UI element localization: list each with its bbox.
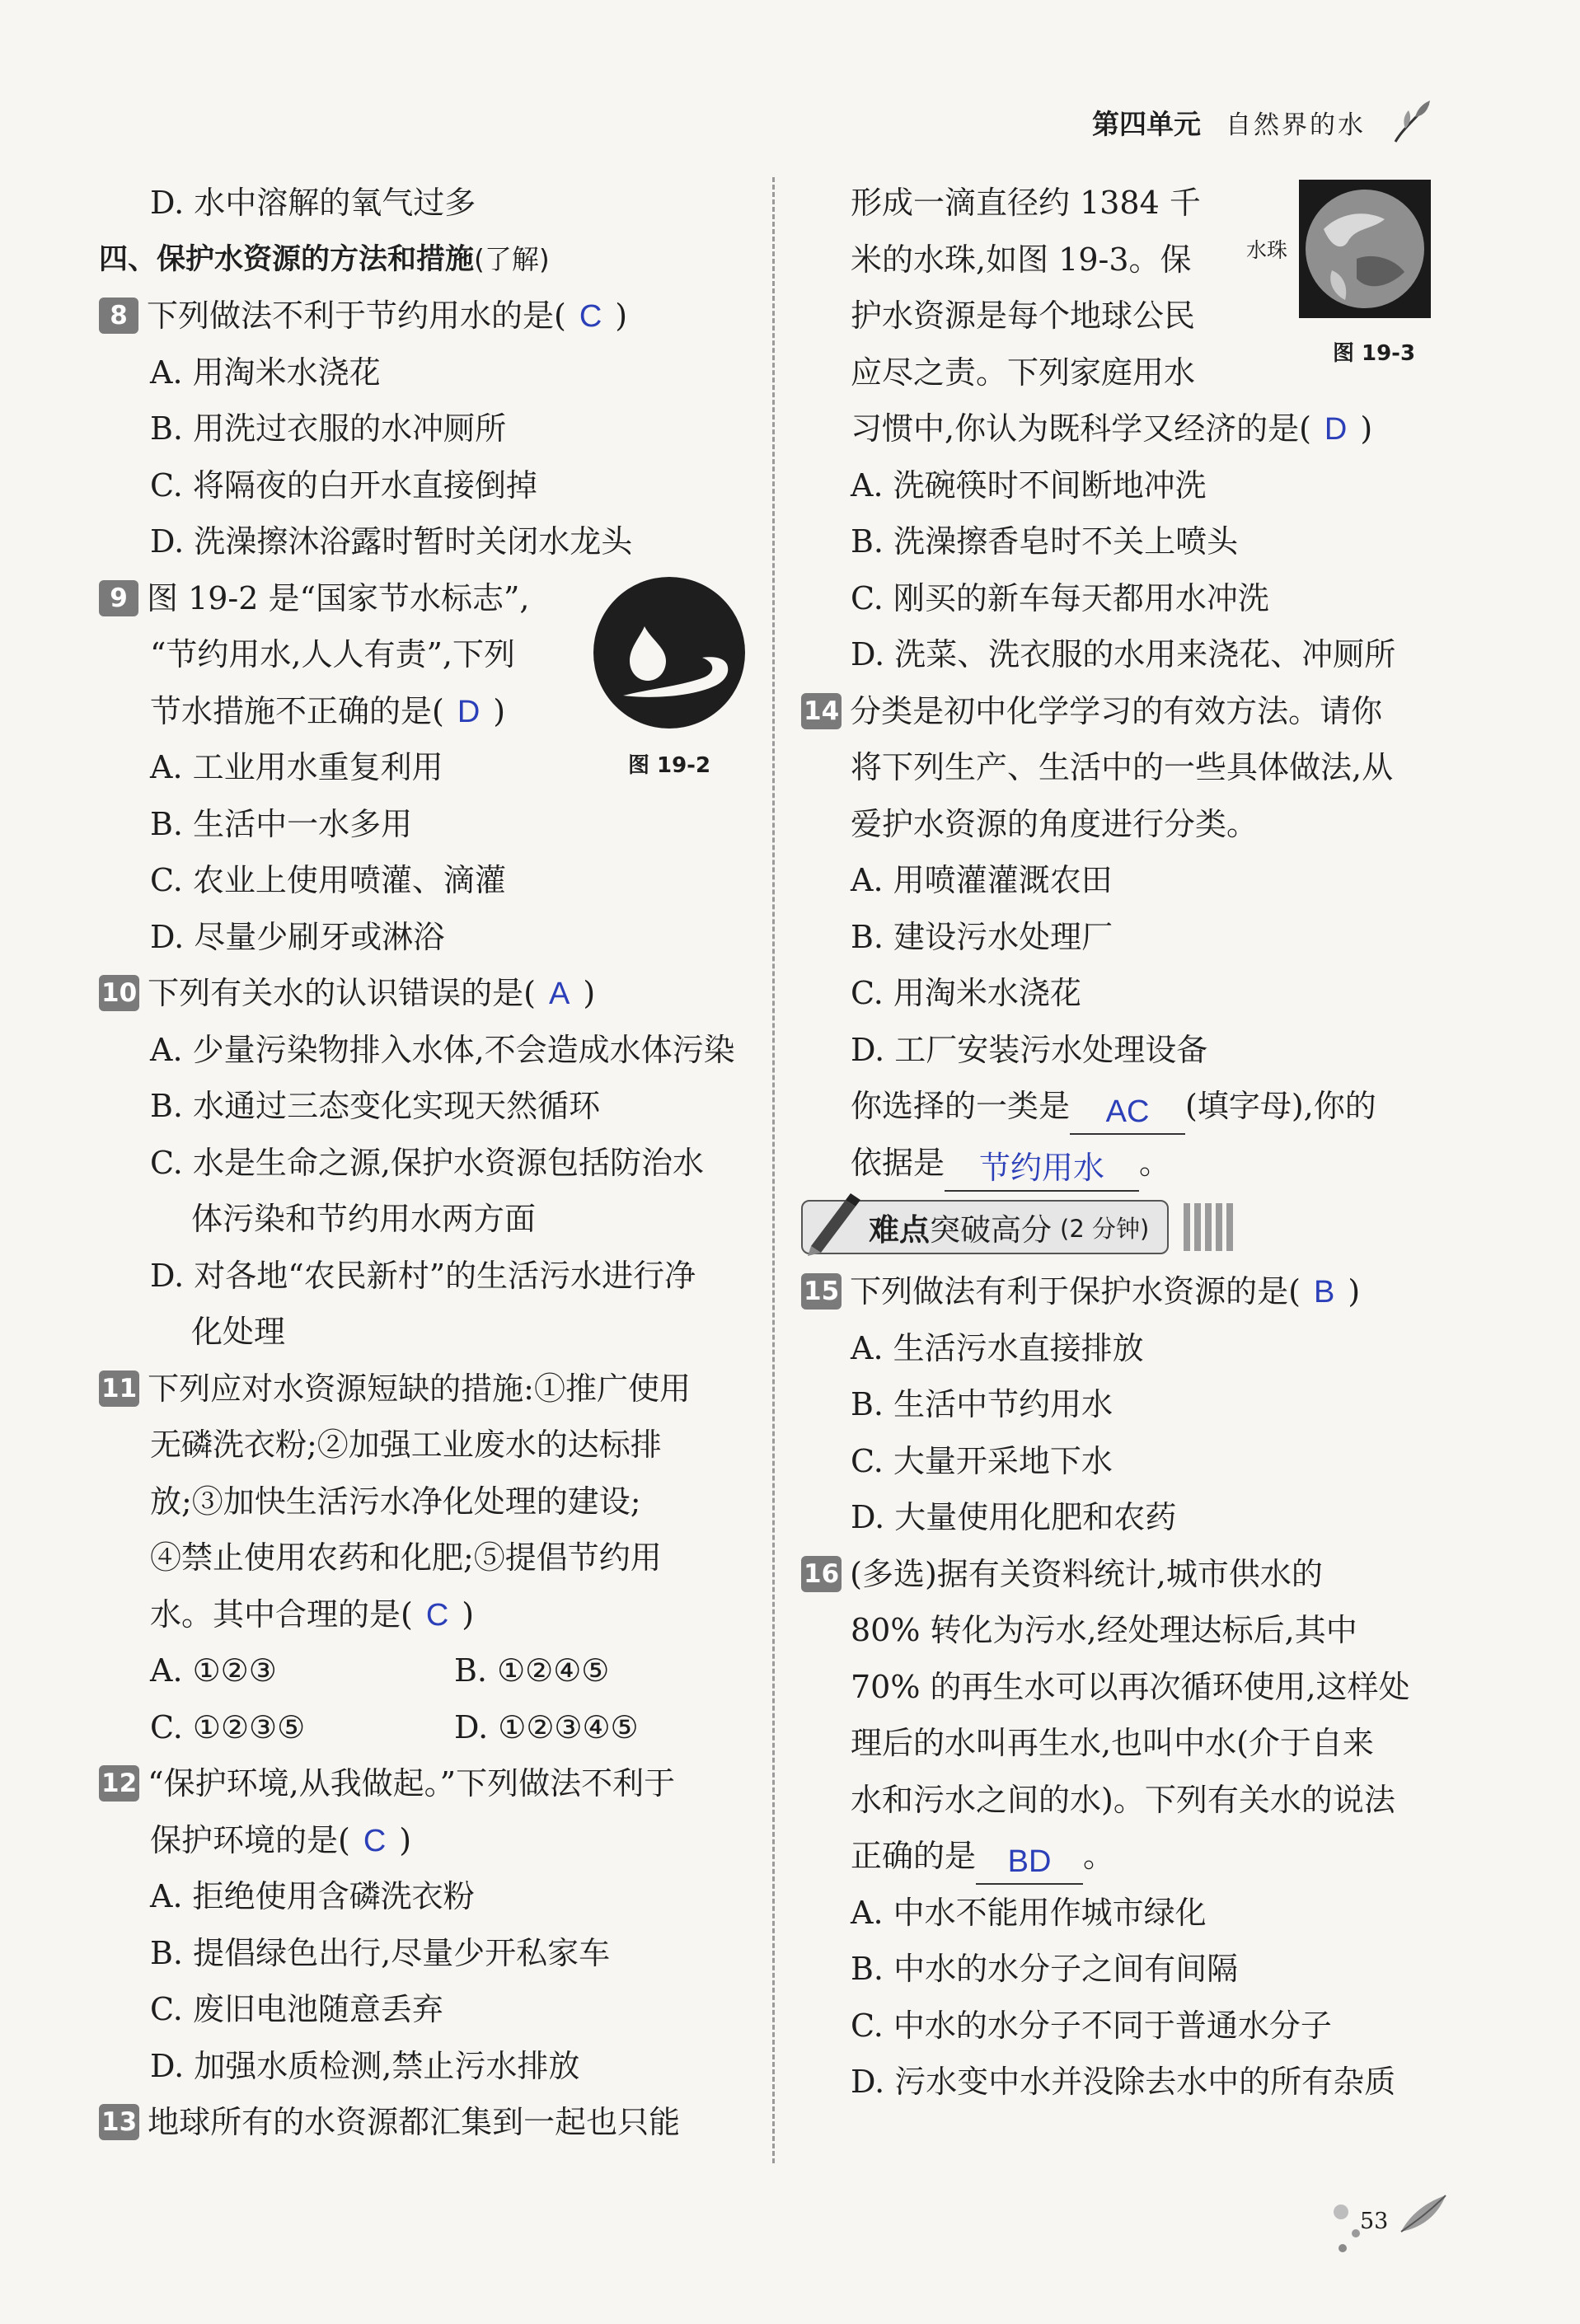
section-heading [99, 232, 758, 288]
question-text: “节约用水,人人有责”,下列 [150, 636, 516, 672]
option-row [99, 1642, 758, 1699]
banner-note: (2 分钟) [1060, 1214, 1150, 1243]
option: D. 工厂安装污水处理设备 [851, 1031, 1208, 1068]
option: B. ①②④⑤ [454, 1652, 610, 1689]
figure-water-drop-label: 水珠 [1246, 238, 1288, 262]
question-text-end [99, 1586, 758, 1643]
banner-text: 突破高分 [930, 1212, 1052, 1248]
question-number-badge: 12 [99, 1765, 139, 1802]
right-column [801, 175, 1452, 2111]
q15-stem [801, 1263, 1452, 1320]
q13-stem [99, 2094, 758, 2151]
question-text: 70% 的再生水可以再次循环使用,这样处 [851, 1668, 1410, 1705]
answer-blank [976, 1839, 1083, 1885]
option: C. 用淘米水浇花 [851, 975, 1081, 1011]
option: A. 洗碗筷时不间断地冲洗 [851, 466, 1207, 504]
question-text: 爱护水资源的角度进行分类。 [851, 805, 1259, 842]
question-text: 米的水珠,如图 19-3。保 [851, 241, 1192, 278]
option: D. 加强水质检测,禁止污水排放 [150, 2047, 580, 2084]
handwritten-answer: AC [1105, 1094, 1150, 1129]
question-number-badge: 8 [99, 298, 138, 334]
handwritten-answer: C [363, 1823, 387, 1858]
figure-caption: 图 19-2 [627, 753, 711, 778]
option: A. 中水不能用作城市绿化 [851, 1894, 1207, 1931]
option: B. 建设污水处理厂 [851, 918, 1114, 955]
question-text: 水。其中合理的是( [150, 1595, 413, 1633]
banner-stripes [1184, 1203, 1233, 1251]
q14-stem [801, 683, 1452, 740]
option: D. 对各地“农民新村”的生活污水进行净 [150, 1257, 696, 1294]
question-text: 依据是 [851, 1144, 945, 1181]
handwritten-answer: 节约用水 [979, 1150, 1105, 1186]
question-text: 护水资源是每个地球公民 [851, 298, 1196, 334]
question-text: 应尽之责。下列家庭用水 [851, 354, 1196, 391]
option: B. 提倡绿色出行,尽量少开私家车 [150, 1934, 611, 1971]
question-number-badge: 9 [99, 580, 138, 616]
unit-title: 自然界的水 [1226, 110, 1366, 140]
paren-close: ) [583, 975, 596, 1011]
q12-stem [99, 1755, 758, 1812]
option: B. 水通过三态变化实现天然循环 [150, 1088, 601, 1124]
handwritten-answer: C [425, 1597, 449, 1633]
section-note: (了解) [474, 242, 550, 275]
section-title: 四、保护水资源的方法和措施 [99, 242, 475, 276]
question-text-end [801, 401, 1452, 457]
handwritten-answer: D [1324, 412, 1348, 447]
fill-blank-line [801, 1135, 1452, 1192]
question-number-badge: 15 [801, 1273, 842, 1310]
option-continuation: 体污染和节约用水两方面 [191, 1201, 537, 1237]
option: C. 大量开采地下水 [851, 1442, 1113, 1479]
answer-blank [945, 1146, 1139, 1192]
question-text: 放;③加快生活污水净化处理的建设; [150, 1483, 641, 1520]
handwritten-answer: B [1313, 1275, 1335, 1310]
question-number-badge: 11 [99, 1371, 139, 1407]
paren-close: ) [462, 1595, 475, 1633]
question-text: 下列应对水资源短缺的措施:①推广使用 [148, 1370, 691, 1407]
question-text-end [99, 1812, 758, 1869]
option: D. 尽量少刷牙或淋浴 [150, 918, 445, 955]
paren-close: ) [399, 1821, 412, 1858]
question-text: 下列做法有利于保护水资源的是( [850, 1273, 1301, 1310]
option: C. 刚买的新车每天都用水冲洗 [851, 579, 1269, 616]
option: B. 生活中一水多用 [150, 805, 413, 842]
paren-close: ) [615, 298, 628, 334]
leaf-decoration-icon [1393, 2190, 1451, 2240]
option: D. 洗菜、洗衣服的水用来浇花、冲厕所 [851, 636, 1396, 672]
question-text: 节水措施不正确的是( [150, 692, 444, 729]
option: C. ①②③⑤ [150, 1708, 306, 1745]
question-text: 80% 转化为污水,经处理达标后,其中 [851, 1612, 1357, 1648]
question-text: (填字母),你的 [1185, 1088, 1376, 1124]
question-text: 你选择的一类是 [851, 1088, 1071, 1124]
question-text: “保护环境,从我做起。”下列做法不利于 [148, 1765, 676, 1802]
question-text: 将下列生产、生活中的一些具体做法,从 [851, 749, 1394, 785]
option: D. ①②③④⑤ [454, 1708, 639, 1745]
option: A. 拒绝使用含磷洗衣粉 [150, 1878, 475, 1914]
paren-close: ) [493, 692, 506, 729]
question-text: 无磷洗衣粉;②加强工业废水的达标排 [150, 1427, 662, 1463]
option: A. 少量污染物排入水体,不会造成水体污染 [150, 1031, 735, 1068]
question-text: 习惯中,你认为既科学又经济的是( [851, 410, 1311, 447]
question-text: 图 19-2 是“国家节水标志”, [147, 579, 530, 616]
option: A. 生活污水直接排放 [851, 1329, 1144, 1366]
fill-blank-line [801, 1828, 1452, 1885]
question-number-badge: 16 [801, 1556, 842, 1592]
pen-icon [795, 1188, 864, 1258]
question-text: 下列做法不利于节约用水的是( [147, 298, 566, 334]
figure-19-3 [1246, 180, 1452, 367]
left-column [99, 175, 758, 2151]
q16-stem [801, 1546, 1452, 1603]
banner-box [801, 1200, 1169, 1254]
paren-close: ) [1360, 410, 1373, 447]
option: D. 大量使用化肥和农药 [851, 1499, 1177, 1535]
option: B. 中水的水分子之间有间隔 [851, 1951, 1239, 1987]
page-header [1092, 97, 1433, 147]
option: B. 用洗过衣服的水冲厕所 [150, 410, 507, 447]
paren-close: ) [1348, 1273, 1361, 1310]
option: A. 用喷灌灌溉农田 [851, 862, 1113, 898]
question-text: 保护环境的是( [150, 1821, 350, 1858]
option-row [99, 1699, 758, 1756]
option: C. 农业上使用喷灌、滴灌 [150, 862, 506, 898]
question-number-badge: 13 [99, 2104, 139, 2140]
option: C. 中水的水分子不同于普通水分子 [851, 2007, 1332, 2044]
q10-stem [99, 965, 758, 1022]
water-saving-logo-icon [592, 575, 747, 730]
question-text: 分类是初中化学学习的有效方法。请你 [850, 692, 1383, 729]
unit-label: 第四单元 [1092, 107, 1201, 140]
option: A. 工业用水重复利用 [150, 749, 443, 785]
fill-blank-line [801, 1078, 1452, 1135]
q8-stem [99, 288, 758, 344]
q11-stem [99, 1361, 758, 1417]
option: A. ①②③ [150, 1652, 277, 1689]
question-text: 正确的是 [851, 1838, 977, 1874]
question-text: 下列有关水的认识错误的是( [148, 975, 536, 1011]
option-continuation: 化处理 [191, 1314, 286, 1350]
water-globe-icon [1299, 180, 1431, 318]
q7-option-d: D. 水中溶解的氧气过多 [150, 185, 476, 221]
option: B. 生活中节约用水 [851, 1386, 1114, 1422]
option: D. 污水变中水并没除去水中的所有杂质 [851, 2064, 1396, 2100]
decorative-dots-icon [1331, 2200, 1364, 2258]
question-text: ④禁止使用农药和化肥;⑤提倡节约用 [150, 1539, 662, 1576]
question-number-badge: 14 [801, 693, 842, 729]
question-text: 地球所有的水资源都汇集到一起也只能 [148, 2104, 681, 2140]
figure-caption: 图 19-3 [1332, 341, 1416, 366]
question-text: 。 [1139, 1144, 1171, 1181]
option: A. 用淘米水浇花 [150, 354, 381, 391]
banner-strong: 难点 [869, 1212, 930, 1248]
option: D. 洗澡擦沐浴露时暂时关闭水龙头 [150, 523, 633, 560]
handwritten-answer: BD [1007, 1844, 1052, 1879]
figure-19-2 [587, 575, 752, 779]
question-text: 理后的水叫再生水,也叫中水(介于自来 [851, 1725, 1374, 1761]
option: B. 洗澡擦香皂时不关上喷头 [851, 523, 1239, 560]
question-text: 。 [1083, 1838, 1115, 1874]
question-text: 形成一滴直径约 1384 千 [851, 185, 1201, 221]
column-divider [772, 177, 775, 2163]
handwritten-answer: D [457, 694, 481, 729]
option: C. 将隔夜的白开水直接倒掉 [150, 466, 537, 504]
answer-blank [1070, 1089, 1185, 1135]
page-number: 53 [1360, 2209, 1389, 2234]
question-text: (多选)据有关资料统计,城市供水的 [850, 1555, 1323, 1592]
question-number-badge: 10 [99, 975, 139, 1011]
handwritten-answer: C [579, 299, 602, 334]
question-text: 水和污水之间的水)。下列有关水的说法 [851, 1781, 1395, 1818]
option: C. 废旧电池随意丢弃 [150, 1991, 443, 2027]
difficulty-banner [801, 1191, 1452, 1263]
option: C. 水是生命之源,保护水资源包括防治水 [150, 1144, 704, 1181]
handwritten-answer: A [548, 977, 570, 1011]
leaf-ornament-icon [1390, 97, 1433, 147]
